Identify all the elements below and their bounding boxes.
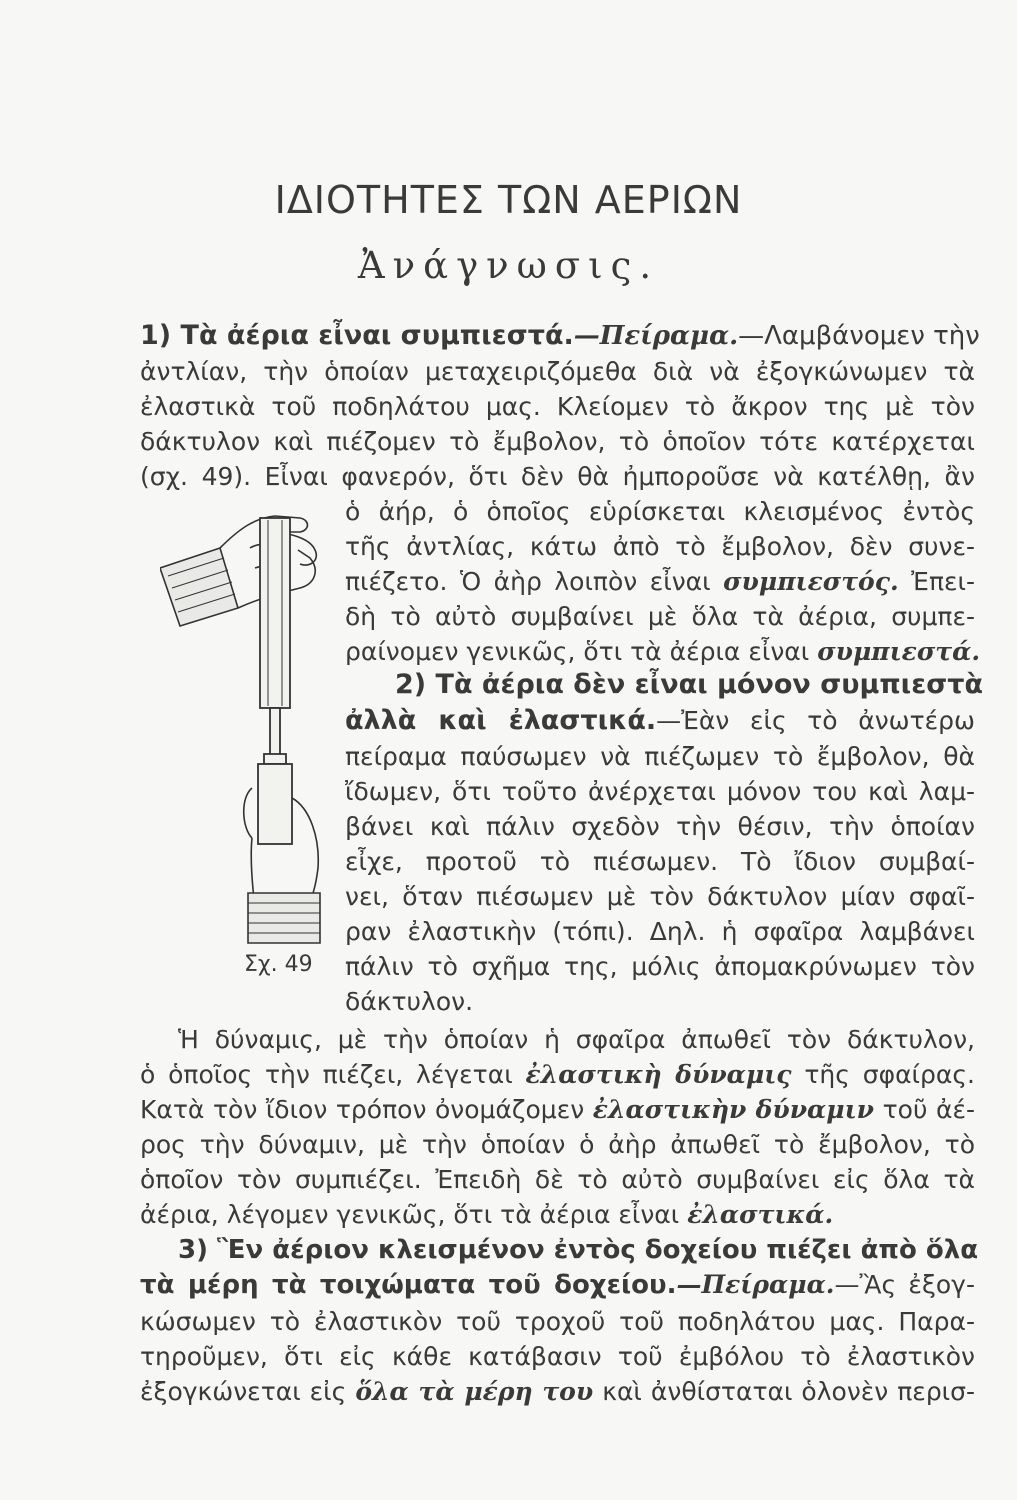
p1-line-3: ἐλαστικὰ τοῦ ποδηλάτου μας. Κλείομεν τὸ ἄκρον της μὲ τὸν bbox=[140, 392, 975, 421]
p2-line-6: εἶχε, προτοῦ τὸ πιέσωμεν. Τὸ ἴδιον συμβαί- bbox=[345, 847, 975, 876]
page-title: ΙΔΙΟΤΗΤΕΣ ΤΩΝ ΑΕΡΙΩΝ bbox=[274, 178, 743, 222]
p2-line-1: 2) Τὰ ἀέρια δὲν εἶναι μόνον συμπιεστὰ bbox=[395, 669, 984, 700]
p1-line-8: πιέζετο. Ὁ ἀὴρ λοιπὸν εἶναι συμπιεστός. Ἐπει- bbox=[345, 567, 975, 596]
p4-line-3: κώσωμεν τὸ ἐλαστικὸν τοῦ τροχοῦ τοῦ ποδηλάτου μας. Παρα- bbox=[140, 1307, 975, 1336]
p1-line-2: ἀντλίαν, τὴν ὁποίαν μεταχειριζόμεθα διὰ νὰ ἐξογκώνωμεν τὰ bbox=[140, 357, 975, 386]
p4-line-1: 3) Ἓν ἀέριον κλεισμένον ἐντὸς δοχείου πιέζει ἀπὸ ὅλα bbox=[178, 1235, 979, 1265]
p3-line-4: ρος τὴν δύναμιν, μὲ τὴν ὁποίαν ὁ ἀὴρ ἀπωθεῖ τὸ ἔμβολον, τὸ bbox=[140, 1130, 975, 1159]
p4-line-5: ἐξογκώνεται εἰς ὅλα τὰ μέρη του καὶ ἀνθίσταται ὁλονὲν περισ- bbox=[140, 1377, 976, 1406]
p2-line-4: ἴδωμεν, ὅτι τοῦτο ἀνέρχεται μόνον του καὶ λαμ- bbox=[345, 777, 975, 806]
p2-line-2: ἀλλὰ καὶ ἐλαστικά.—Ἐὰν εἰς τὸ ἀνωτέρω bbox=[345, 705, 975, 736]
p4-line-2: τὰ μέρη τὰ τοιχώματα τοῦ δοχείου.—Πείραμα.—Ἂς ἐξογ- bbox=[140, 1270, 975, 1300]
p3-line-1: Ἡ δύναμις, μὲ τὴν ὁποίαν ἡ σφαῖρα ἀπωθεῖ τὸν δάκτυλον, bbox=[178, 1025, 975, 1054]
p1-line-7: τῆς ἀντλίας, κάτω ἀπὸ τὸ ἔμβολον, δὲν συνε- bbox=[345, 532, 975, 561]
p1-line-4: δάκτυλον καὶ πιέζομεν τὸ ἔμβολον, τὸ ὁποῖον τότε κατέρχεται bbox=[140, 427, 975, 456]
p3-line-2: ὁ ὁποῖος τὴν πιέζει, λέγεται ἐλαστικὴ δύναμις τῆς σφαίρας. bbox=[140, 1060, 975, 1089]
pump-illustration bbox=[160, 498, 330, 948]
upper-hand-icon bbox=[160, 516, 316, 626]
p3-line-3: Κατὰ τὸν ἴδιον τρόπον ὀνομάζομεν ἐλαστικὴν δύναμιν τοῦ ἀέ- bbox=[140, 1095, 975, 1124]
p1-line-9: δὴ τὸ αὐτὸ συμβαίνει μὲ ὅλα τὰ ἀέρια, συμπε- bbox=[345, 602, 975, 631]
figure-caption: Σχ. 49 bbox=[244, 952, 313, 977]
p1-line-10: ραίνομεν γενικῶς, ὅτι τὰ ἀέρια εἶναι συμπιεστά. bbox=[345, 637, 981, 666]
p1-line-5: (σχ. 49). Εἶναι φανερόν, ὅτι δὲν θὰ ἠμποροῦσε νὰ κατέλθῃ, ἂν bbox=[140, 462, 975, 491]
p3-line-6: ἀέρια, λέγομεν γενικῶς, ὅτι τὰ ἀέρια εἶναι ἐλαστικά. bbox=[140, 1200, 834, 1229]
p2-line-9: πάλιν τὸ σχῆμα της, μόλις ἀπομακρύνωμεν τὸν bbox=[345, 952, 975, 981]
section-heading: Ἀνάγνωσις. bbox=[357, 244, 660, 287]
p1-line-1: 1) Τὰ ἀέρια εἶναι συμπιεστά.—Πείραμα.—Λαμβάνομεν τὴν bbox=[140, 320, 980, 351]
p3-line-5: ὁποῖον τὸν συμπιέζει. Ἐπειδὴ δὲ τὸ αὐτὸ συμβαίνει εἰς ὅλα τὰ bbox=[140, 1165, 975, 1194]
pump-cylinder bbox=[258, 518, 292, 844]
p2-line-8: ραν ἐλαστικὴν (τόπι). Δηλ. ἡ σφαῖρα λαμβάνει bbox=[345, 917, 975, 946]
p1-line-6: ὁ ἀήρ, ὁ ὁποῖος εὑρίσκεται κλεισμένος ἐντὸς bbox=[345, 497, 975, 526]
p2-line-10: δάκτυλον. bbox=[345, 987, 474, 1016]
p2-line-3: πείραμα παύσωμεν νὰ πιέζωμεν τὸ ἔμβολον, θὰ bbox=[345, 742, 975, 771]
p2-line-5: βάνει καὶ πάλιν σχεδὸν τὴν θέσιν, τὴν ὁποίαν bbox=[345, 812, 975, 841]
p4-line-4: τηροῦμεν, ὅτι εἰς κάθε κατάβασιν τοῦ ἐμβόλου τὸ ἐλαστικὸν bbox=[140, 1342, 975, 1371]
p2-line-7: νει, ὅταν πιέσωμεν μὲ τὸν δάκτυλον μίαν σφαῖ- bbox=[345, 882, 975, 911]
